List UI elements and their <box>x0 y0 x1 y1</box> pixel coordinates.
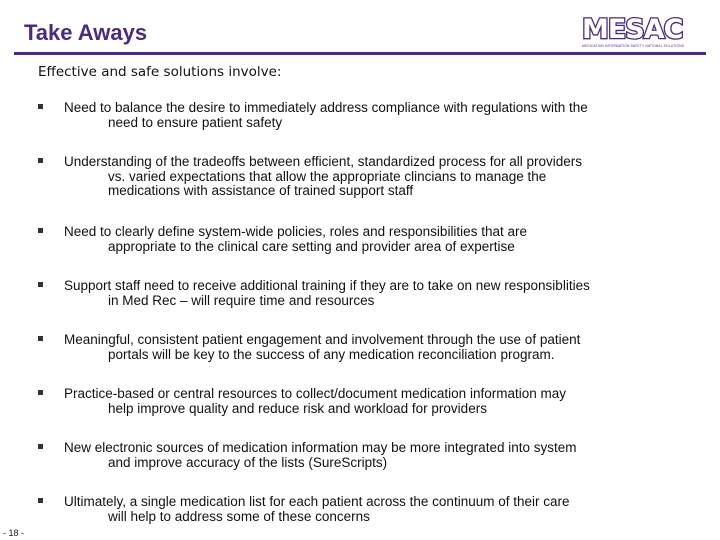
bullet-line: portals will be key to the success of any medication reconciliation program. <box>108 346 555 362</box>
bullet-line: need to ensure patient safety <box>108 114 283 130</box>
bullet-line: Meaningful, consistent patient engagement and involvement through the use of patient <box>64 332 581 347</box>
bullet-text <box>64 279 694 308</box>
bullet-text <box>64 387 694 416</box>
bullet-square-icon <box>38 390 43 395</box>
bullet-square-icon <box>38 498 43 503</box>
mesac-logo <box>582 14 685 48</box>
bullet-line: Need to balance the desire to immediately address compliance with regulations with the <box>64 100 588 115</box>
bullet-line: and improve accuracy of the lists (SureScripts) <box>108 454 388 470</box>
bullet-square-icon <box>38 158 43 163</box>
logo-wordmark: MESAC <box>582 14 683 45</box>
bullet-line: medications with assistance of trained support staff <box>108 183 414 198</box>
bullet-text <box>64 495 694 524</box>
page-number: - 18 - <box>3 528 25 538</box>
bullet-line: Understanding of the tradeoffs between efficient, standardized process for all providers <box>64 154 583 169</box>
bullet-line: Ultimately, a single medication list for each patient across the continuum of their care <box>64 494 570 509</box>
title-underline <box>14 52 706 55</box>
bullet-line: Support staff need to receive additional training if they are to take on new responsiblities <box>64 278 590 293</box>
bullet-square-icon <box>38 444 43 449</box>
bullet-line: Need to clearly define system-wide policies, roles and responsibilities that are <box>64 224 527 239</box>
bullet-line: vs. varied expectations that allow the appropriate clincians to manage the <box>108 168 547 184</box>
slide-title: Take Aways <box>24 20 148 45</box>
bullet-line: in Med Rec – will require time and resources <box>108 292 375 308</box>
subheading: Effective and safe solutions involve: <box>38 64 282 80</box>
bullet-text <box>64 441 694 470</box>
bullet-square-icon <box>38 282 43 287</box>
bullet-square-icon <box>38 228 43 233</box>
logo-tagline: MEDICATION INFORMATION SAFETY NATIONAL SOLUTIONS <box>582 44 685 48</box>
bullet-line: New electronic sources of medication information may be more integrated into system <box>64 440 577 455</box>
bullet-square-icon <box>38 104 43 109</box>
bullet-text <box>64 333 694 362</box>
bullet-line: appropriate to the clinical care setting and provider area of expertise <box>108 238 515 254</box>
bullet-line: Practice-based or central resources to collect/document medication information may <box>64 386 566 401</box>
bullet-text <box>64 101 694 130</box>
bullet-text <box>64 225 694 254</box>
bullet-line: will help to address some of these concerns <box>108 508 370 524</box>
bullet-square-icon <box>38 336 43 341</box>
bullet-line: help improve quality and reduce risk and workload for providers <box>108 400 487 416</box>
bullet-text <box>64 155 694 199</box>
